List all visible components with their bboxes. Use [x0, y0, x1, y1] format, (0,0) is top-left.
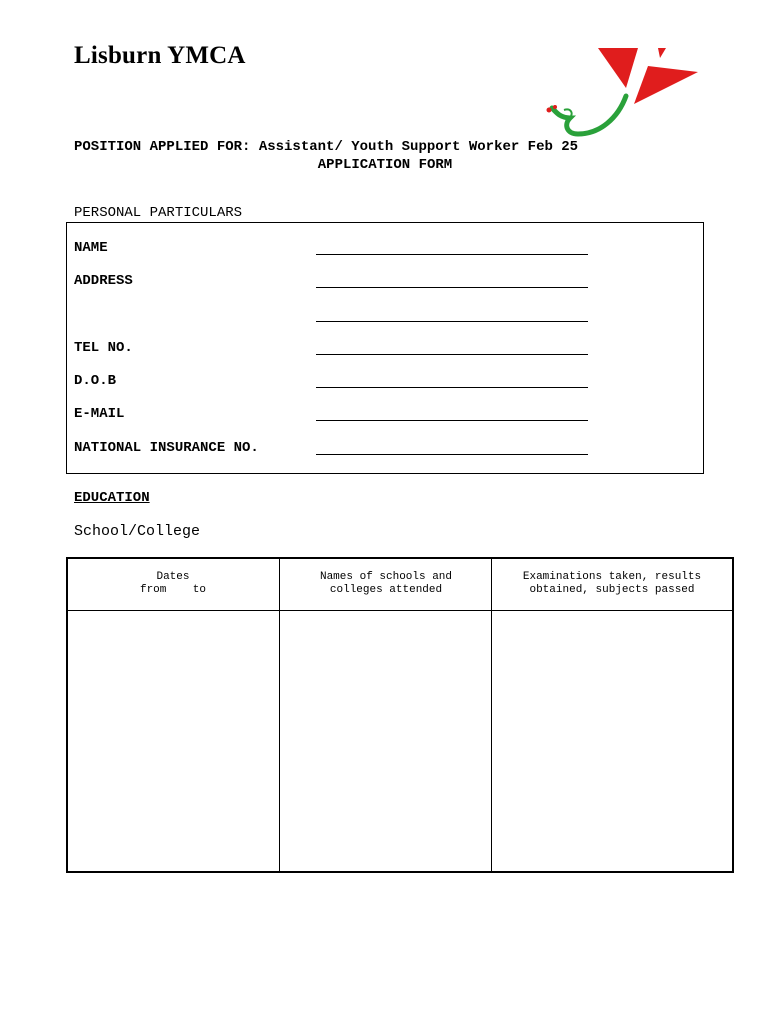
field-label-tel: TEL NO. — [74, 340, 133, 356]
dates-entry-cell[interactable] — [68, 611, 279, 871]
address-input-line-2[interactable] — [316, 321, 588, 322]
form-title-text: APPLICATION FORM — [317, 157, 453, 173]
field-label-national-insurance: NATIONAL INSURANCE NO. — [74, 440, 259, 456]
organization-title: Lisburn YMCA — [74, 42, 246, 69]
column-header-examinations — [492, 571, 732, 597]
national-insurance-input-line[interactable] — [316, 454, 588, 455]
schools-entry-cell[interactable] — [280, 611, 491, 871]
column-header-dates — [68, 571, 278, 597]
address-input-line-1[interactable] — [316, 287, 588, 288]
examinations-entry-cell[interactable] — [492, 611, 732, 871]
education-table — [66, 557, 734, 873]
field-tel-row — [74, 340, 694, 360]
column-header-schools-line2: colleges attended — [329, 584, 443, 596]
column-header-schools — [280, 571, 492, 597]
field-ni-row — [74, 440, 694, 460]
column-header-examinations-line2: obtained, subjects passed — [529, 584, 695, 596]
education-heading: EDUCATION — [74, 490, 150, 506]
field-label-name: NAME — [74, 240, 108, 256]
field-dob-row — [74, 373, 694, 393]
dob-input-line[interactable] — [316, 387, 588, 388]
field-address-row — [74, 273, 694, 293]
personal-particulars-heading: PERSONAL PARTICULARS — [74, 205, 243, 221]
position-applied-for: POSITION APPLIED FOR: Assistant/ Youth Support Worker Feb 25 — [74, 139, 579, 155]
field-label-address: ADDRESS — [74, 273, 133, 289]
column-header-examinations-line1: Examinations taken, results — [522, 571, 702, 583]
field-label-email: E-MAIL — [74, 406, 125, 422]
tel-input-line[interactable] — [316, 354, 588, 355]
column-header-schools-line1: Names of schools and — [319, 571, 453, 583]
field-email-row — [74, 406, 694, 426]
field-label-dob: D.O.B — [74, 373, 117, 389]
column-header-dates-line2: from to — [139, 584, 206, 596]
personal-particulars-box — [66, 222, 704, 474]
column-header-dates-line1: Dates — [156, 571, 190, 583]
email-input-line[interactable] — [316, 420, 588, 421]
ymca-logo-icon — [540, 44, 700, 140]
school-college-subheading: School/College — [74, 523, 201, 540]
field-name-row — [74, 240, 694, 260]
form-title — [0, 157, 770, 173]
name-input-line[interactable] — [316, 254, 588, 255]
field-address-row-2 — [74, 307, 694, 327]
